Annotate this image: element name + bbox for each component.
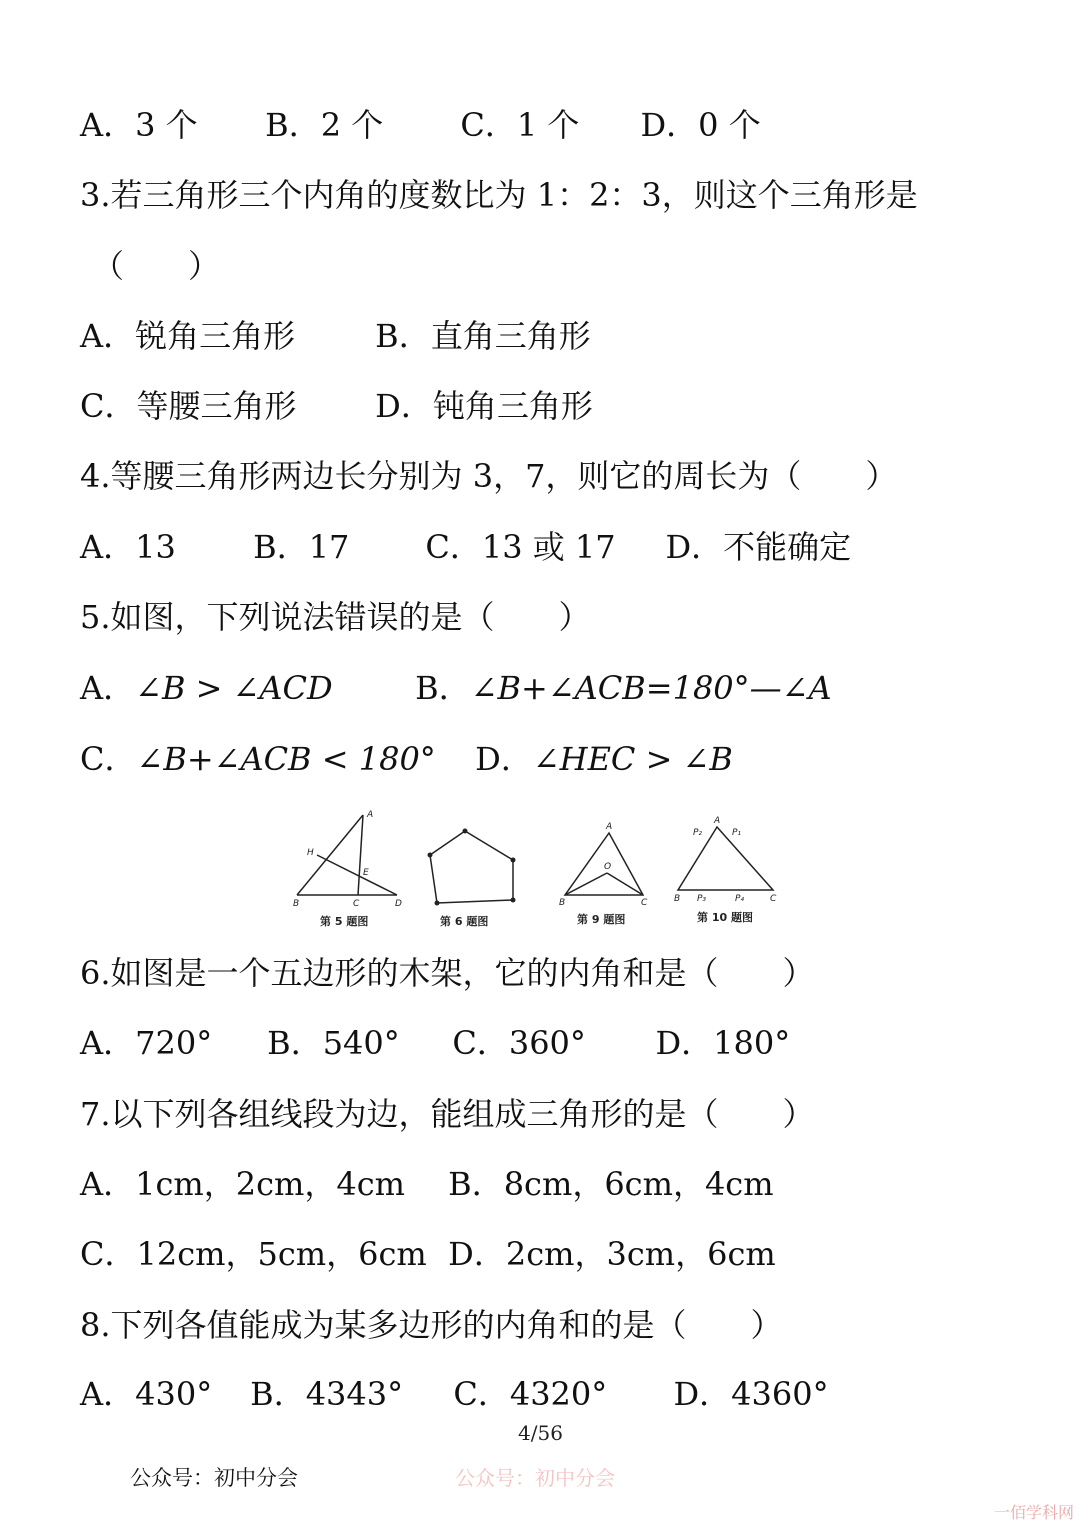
- fig9-caption: 第 9 题图: [577, 913, 626, 926]
- fig10-label-c: C: [770, 894, 777, 904]
- fig5-label-e: E: [363, 868, 369, 878]
- q8-options-row: [80, 1374, 829, 1414]
- fig9-line-bo: [565, 873, 607, 895]
- fig10-label-b: B: [674, 894, 681, 904]
- fig10-label-a: A: [714, 816, 721, 826]
- q6-option-d: D．180°: [655, 1024, 791, 1062]
- fig9-label-o: O: [604, 862, 612, 872]
- q8-option-c: C．4320°: [453, 1375, 608, 1413]
- q4-options-row: [80, 527, 851, 567]
- fig10-label-p2: P₂: [693, 828, 703, 838]
- q2-option-d: D．0 个: [640, 106, 761, 144]
- q5-option-c: [80, 739, 465, 779]
- q7-option-a: A．1cm，2cm，4cm: [80, 1165, 405, 1203]
- q6-option-c: C．360°: [452, 1024, 586, 1062]
- q3-answer-paren: （ ）: [92, 247, 221, 285]
- fig10-label-p3: P₃: [697, 894, 707, 904]
- figures-strip: [285, 805, 785, 935]
- q3-options-row-1: [80, 316, 591, 356]
- q3-option-b: B．直角三角形: [375, 317, 591, 355]
- q5-option-b-expr: ∠B+∠ACB=180°—∠A: [470, 669, 832, 707]
- fig6-caption: 第 6 题图: [440, 915, 489, 928]
- fig6-vertex: [428, 853, 433, 858]
- q5-option-c-expr: ∠B+∠ACB < 180°: [136, 740, 436, 778]
- q5-option-b-prefix: B．: [415, 669, 471, 707]
- fig5-label-d: D: [395, 899, 402, 909]
- q5-options-row-1: [80, 668, 832, 708]
- q8-option-d: D．4360°: [673, 1375, 829, 1413]
- q6-stem: 6.如图是一个五边形的木架，它的内角和是（ ）: [80, 954, 815, 992]
- fig5-line-ac: [358, 815, 363, 895]
- q7-options-row-2: [80, 1234, 776, 1274]
- q5-option-b: [415, 668, 831, 708]
- q6-option-b: B．540°: [267, 1024, 400, 1062]
- q4-stem: 4.等腰三角形两边长分别为 3，7，则它的周长为（ ）: [80, 457, 898, 495]
- fig5-line-hd: [317, 855, 397, 895]
- q3-stem: 3.若三角形三个内角的度数比为 1：2：3，则这个三角形是: [80, 176, 918, 214]
- q5-option-a-expr: ∠B > ∠ACD: [135, 669, 333, 707]
- q7-option-b: B．8cm，6cm，4cm: [448, 1165, 774, 1203]
- fig5-label-c: C: [353, 899, 360, 909]
- q5-option-a: [80, 668, 405, 708]
- fig9-label-b: B: [559, 898, 566, 908]
- fig6-vertex: [511, 858, 516, 863]
- q7-option-d: D．2cm，3cm，6cm: [448, 1235, 776, 1273]
- q7-option-c: C．12cm，5cm，6cm: [80, 1235, 427, 1273]
- footer-account: 公众号：初中分会: [130, 1466, 298, 1490]
- q2-option-b: B．2 个: [265, 106, 384, 144]
- corner-watermark: 一佰学科网: [993, 1503, 1074, 1522]
- q2-option-a: A．3 个: [80, 106, 198, 144]
- fig6-vertex: [435, 901, 440, 906]
- q8-option-b: B．4343°: [250, 1375, 404, 1413]
- fig6-vertex: [463, 829, 468, 834]
- q6-option-a: A．720°: [80, 1024, 213, 1062]
- q8-stem: 8.下列各值能成为某多边形的内角和的是（ ）: [80, 1306, 783, 1344]
- q5-option-d-expr: ∠HEC > ∠B: [532, 740, 733, 778]
- fig9-label-c: C: [641, 898, 648, 908]
- q3-option-c: C．等腰三角形: [80, 387, 297, 425]
- fig5-label-a: A: [367, 810, 374, 820]
- fig10-label-p1: P₁: [732, 828, 742, 838]
- fig10-caption: 第 10 题图: [697, 911, 753, 924]
- fig5-label-b: B: [293, 899, 300, 909]
- q4-option-b: B．17: [253, 528, 350, 566]
- figure-6: [428, 829, 516, 906]
- q7-stem: 7.以下列各组线段为边，能组成三角形的是（ ）: [80, 1095, 815, 1133]
- fig10-label-p4: P₄: [735, 894, 745, 904]
- fig5-caption: 第 5 题图: [320, 915, 369, 928]
- q5-option-d: [475, 739, 733, 779]
- q4-option-a: A．13: [80, 528, 176, 566]
- footer-watermark: 公众号：初中分会: [455, 1466, 615, 1490]
- q5-stem: 5.如图，下列说法错误的是（ ）: [80, 598, 591, 636]
- q3-options-row-2: [80, 386, 593, 426]
- q2-options-row: [80, 105, 761, 145]
- q5-option-c-prefix: C．: [80, 740, 137, 778]
- q5-option-a-prefix: A．: [80, 669, 136, 707]
- q4-option-c: C．13 或 17: [425, 528, 616, 566]
- fig6-vertex: [511, 898, 516, 903]
- figures-svg: [285, 805, 785, 935]
- q7-options-row-1: [80, 1164, 774, 1204]
- q5-options-row-2: [80, 739, 733, 779]
- q2-option-c: C．1 个: [460, 106, 580, 144]
- q3-option-d: D．钝角三角形: [375, 387, 593, 425]
- q3-option-a: A．锐角三角形: [80, 317, 296, 355]
- q4-option-d: D．不能确定: [665, 528, 852, 566]
- q8-option-a: A．430°: [80, 1375, 213, 1413]
- q6-options-row: [80, 1023, 790, 1063]
- page-number: 4/56: [518, 1421, 563, 1445]
- fig9-label-a: A: [606, 822, 613, 832]
- fig6-pentagon: [430, 831, 513, 903]
- q5-option-d-prefix: D．: [475, 740, 533, 778]
- fig5-label-h: H: [307, 848, 314, 858]
